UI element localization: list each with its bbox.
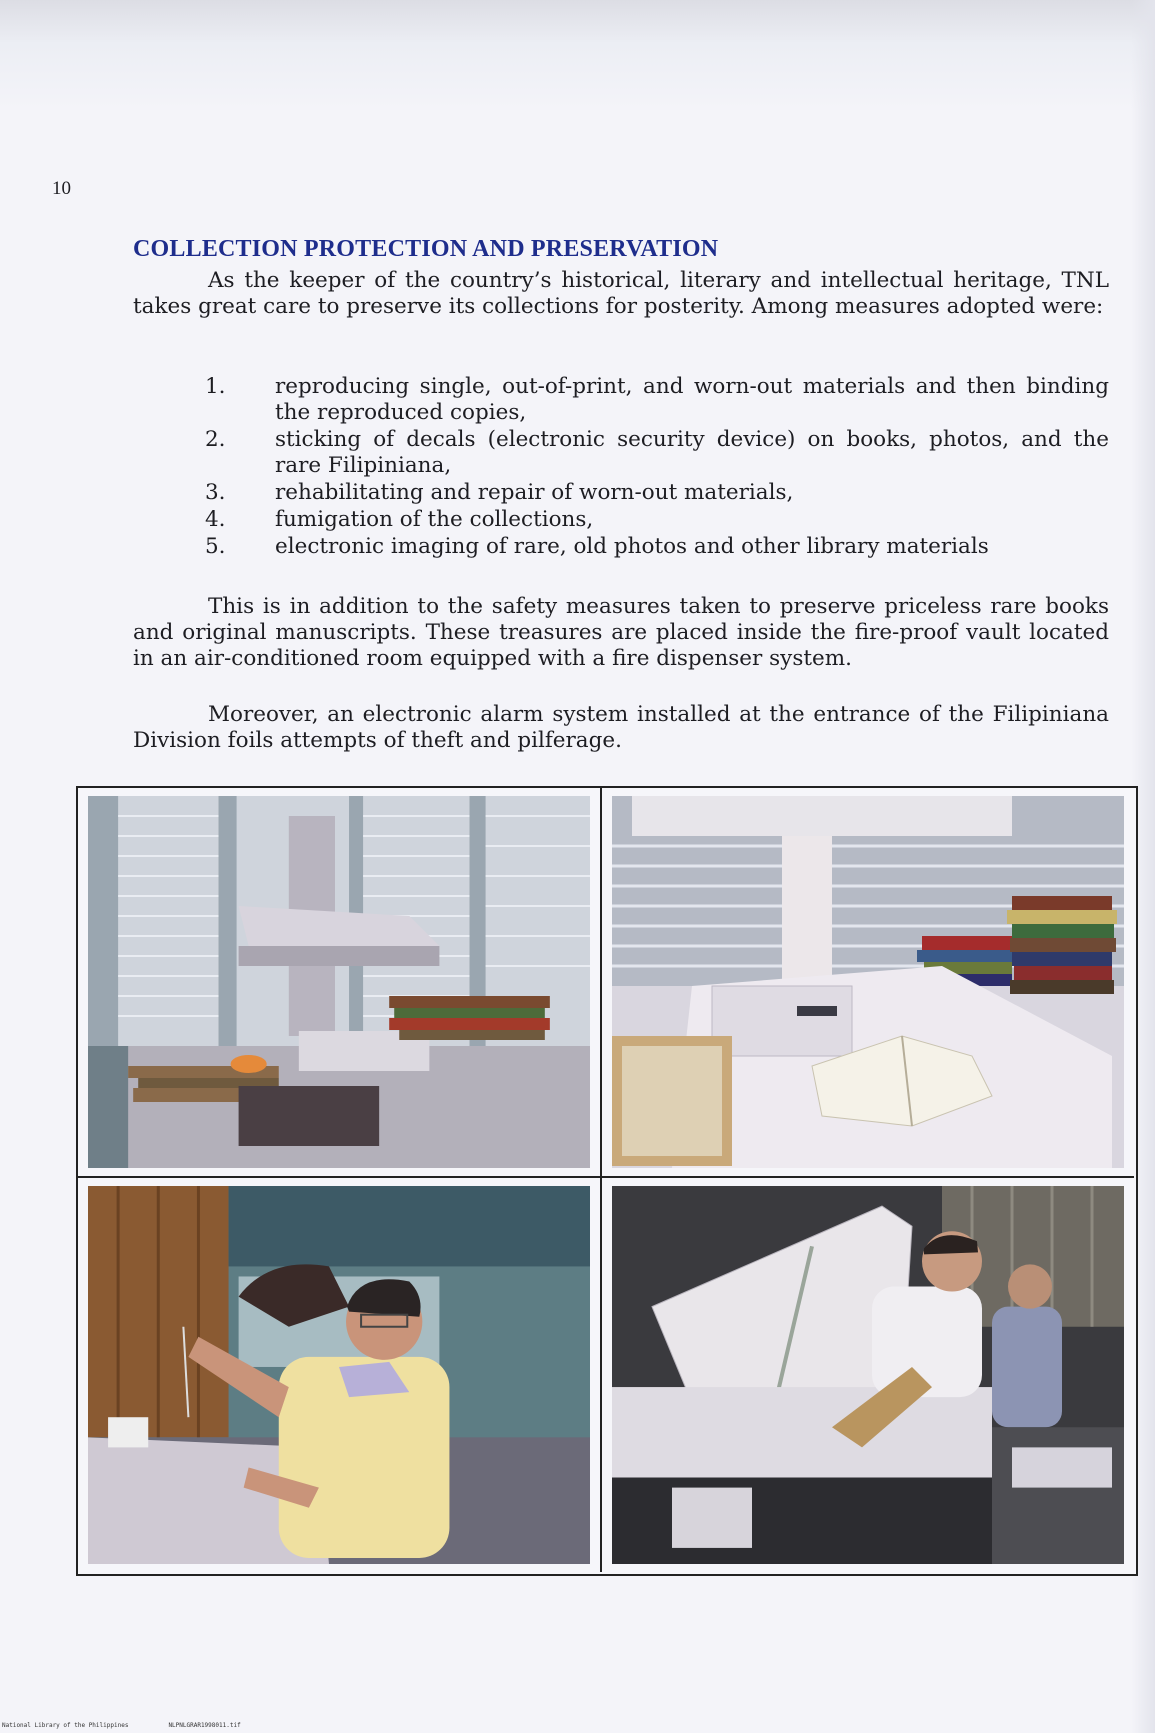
list-item — [205, 534, 1109, 560]
list-text: sticking of decals (electronic security device) on books, photos, and the rare Filipiniana, — [275, 427, 1109, 478]
photo-grid — [76, 786, 1138, 1576]
intro-text: As the keeper of the country’s historical, literary and intellectual heritage, TNL takes great care to preserve its collections for posterity. Among measures adopted were: — [133, 268, 1109, 319]
list-text: fumigation of the collections, — [275, 507, 594, 532]
list-text: rehabilitating and repair of worn-out materials, — [275, 480, 794, 505]
alarm-paragraph — [133, 702, 1109, 754]
list-number: 2. — [205, 427, 226, 452]
photo-cell — [602, 1178, 1134, 1572]
list-item — [205, 427, 1109, 479]
photo-cell — [78, 788, 602, 1178]
list-text: reproducing single, out-of-print, and worn-out materials and then binding the reproduced copies, — [275, 374, 1109, 425]
list-number: 1. — [205, 374, 226, 399]
measures-list — [205, 374, 1109, 561]
list-text: electronic imaging of rare, old photos and other library materials — [275, 534, 989, 559]
photo-man-at-copier — [612, 1186, 1124, 1564]
list-item — [205, 507, 1109, 533]
photo-man-at-press — [88, 1186, 590, 1564]
list-number: 3. — [205, 480, 226, 505]
photo-cell — [78, 1178, 602, 1572]
list-item — [205, 480, 1109, 506]
intro-paragraph — [133, 268, 1109, 320]
footer-file: NLPNLGRAR1998011.tif — [168, 1722, 241, 1729]
safety-text: This is in addition to the safety measures taken to preserve priceless rare books and original manuscripts. These treasures are placed inside the fire-proof vault located in an air-conditioned room equipped with a fire dispenser system. — [133, 594, 1109, 671]
photo-scanner-open-book — [612, 796, 1124, 1168]
scan-footer — [2, 1722, 281, 1729]
page-number: 10 — [52, 178, 71, 199]
alarm-text: Moreover, an electronic alarm system installed at the entrance of the Filipiniana Division foils attempts of theft and pilferage. — [133, 702, 1109, 753]
list-item — [205, 374, 1109, 426]
photo-cell — [602, 788, 1134, 1178]
list-number: 5. — [205, 534, 226, 559]
section-title: COLLECTION PROTECTION AND PRESERVATION — [133, 236, 719, 262]
footer-source: National Library of the Philippines — [2, 1722, 129, 1729]
page-top-shadow — [0, 0, 1155, 110]
safety-paragraph — [133, 594, 1109, 672]
list-number: 4. — [205, 507, 226, 532]
photo-book-scanner-window — [88, 796, 590, 1168]
